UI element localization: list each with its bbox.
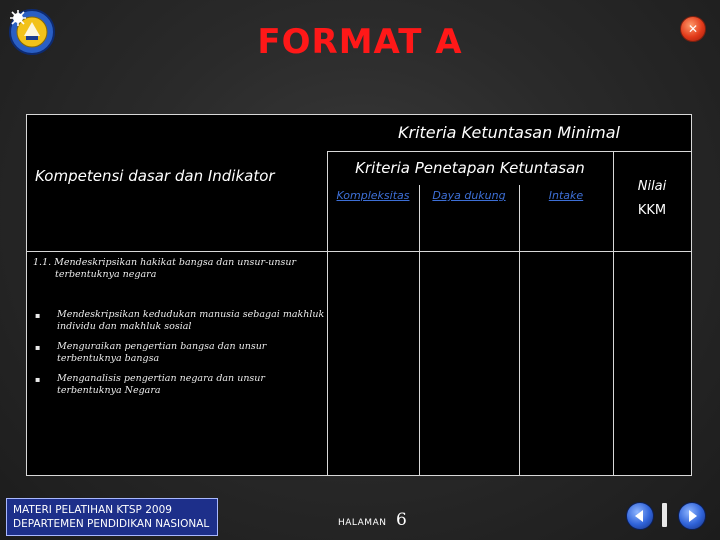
sub-header-intake[interactable]: Intake: [548, 189, 584, 202]
indicator-1-line-2: individu dan makhluk sosial: [57, 321, 192, 332]
kompetensi-header: Kompetensi dasar dan Indikator: [35, 167, 275, 185]
header-row-divider: [27, 251, 691, 252]
competency-line-1: 1.1. Mendeskripsikan hakikat bangsa dan unsur-unsur: [33, 257, 297, 268]
footer-org-box: [6, 498, 218, 536]
kkm-header-divider: [327, 151, 691, 152]
nilai-label: Nilai: [637, 179, 667, 194]
arrow-right-icon: [679, 503, 705, 529]
arrow-left-icon: [627, 503, 653, 529]
column-divider-kompleksitas: [419, 185, 420, 475]
column-divider-intake: [613, 151, 614, 475]
penetapan-header: Kriteria Penetapan Ketuntasan: [355, 159, 585, 177]
indicator-3-line-2: terbentuknya Negara: [57, 385, 161, 396]
competency-line-2: terbentuknya negara: [55, 269, 157, 280]
kkm-table: [26, 114, 692, 476]
halaman-label: HALAMAN: [338, 518, 387, 528]
sub-header-daya-dukung[interactable]: Daya dukung: [432, 189, 506, 202]
prev-page-button[interactable]: [626, 502, 654, 530]
bullet-icon: ▪: [35, 375, 41, 384]
indicator-1-line-1: Mendeskripsikan kedudukan manusia sebagai makhluk: [57, 309, 325, 320]
page-number: 6: [396, 510, 407, 530]
next-page-button[interactable]: [678, 502, 706, 530]
bullet-icon: ▪: [35, 311, 41, 320]
indicator-3-line-1: Menganalisis pengertian negara dan unsur: [57, 373, 265, 384]
column-divider-daya-dukung: [519, 185, 520, 475]
footer-org-line-1: MATERI PELATIHAN KTSP 2009: [13, 504, 172, 516]
close-icon: ✕: [687, 22, 699, 36]
kkm-label: KKM: [637, 203, 667, 218]
kkm-header: Kriteria Ketuntasan Minimal: [398, 123, 620, 142]
indicator-2-line-1: Menguraikan pengertian bangsa dan unsur: [57, 341, 267, 352]
nav-separator: [662, 503, 667, 527]
page-title: FORMAT A: [257, 22, 463, 62]
bullet-icon: ▪: [35, 343, 41, 352]
sub-header-kompleksitas[interactable]: Kompleksitas: [336, 189, 410, 202]
footer-org-line-2: DEPARTEMEN PENDIDIKAN NASIONAL: [13, 518, 210, 530]
indicator-2-line-2: terbentuknya bangsa: [57, 353, 160, 364]
